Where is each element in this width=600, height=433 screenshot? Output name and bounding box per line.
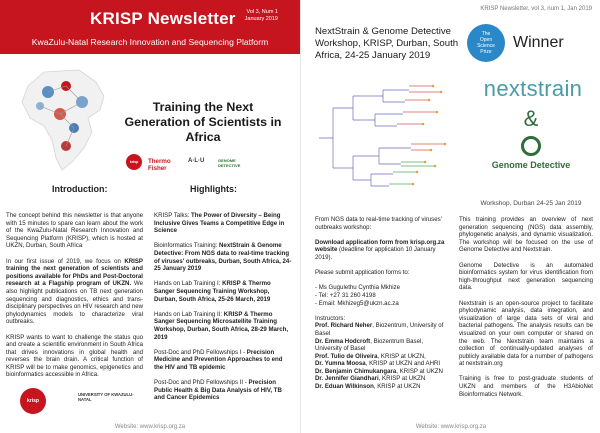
open-science-prize-graphic [463,14,599,212]
description-paragraph-2: Genome Detective is an automated bioinformatics system for virus identification from high-throughput next generation sequencing data. [459,261,593,292]
intro-p2-end: We also highlight publications on TB next generation sequencing and diagnostics, ethics and trans-disciplinary perspectives on HIV research and new phylodynamics models to characterize viral outbreaks. [6,280,143,326]
thermo-logo: Thermo Fisher [148,158,171,172]
highlight-item [154,212,292,235]
intro-heading: Introduction: [52,184,108,194]
highlight-bold: The Power of Diversity – Being Inclusive Gives Teams a Competitive Edge in Science [154,212,285,235]
description-paragraph-3: Nextstrain is an open-source project to facilitate phylodynamic analysis, data integration, and visualization of large data sets of viral and bacterial pathogens. The analysis results can be visualized on your own computer or shared on the web. The Nextstrain team maintains a collection of continually-updated analyses of publicly available data for a number of pathogens at nextstrain.org [459,299,593,368]
instructor-name: Prof. Tulio de Oliveira [315,352,378,360]
running-header: KRISP Newsletter, vol 3, num 1, Jan 2019 [480,6,592,12]
left-footer-website[interactable]: Website: www.krisp.org.za [114,424,186,430]
prize-badge [467,24,505,62]
instructor-item [315,338,451,353]
highlight-item [154,349,292,372]
instructor-affiliation: , Biozentrum, University of Basel [315,322,444,337]
instructor-affiliation: , Biozentrum Basel, University of Basel [315,337,424,353]
highlight-lead: Post-Doc and PhD Fellowships I - [154,348,247,356]
genome-detective-logo-icon [521,136,541,156]
description-column [459,216,593,406]
instructor-item [315,360,451,368]
instructor-item [315,383,451,391]
highlight-item [154,280,292,303]
intro-paragraph-1: The concept behind this newsletter is that anyone with 15 minutes to spare can learn about the work of the KwaZulu-Natal Research Innovation and Sequencing Platform (KRISP), which is hosted at UKZN, Durban, South Africa [6,212,143,250]
instructor-affiliation: , KRISP at UKZN and AHRI [365,360,441,368]
highlight-lead: Hands on Lab Training II: [154,310,224,318]
alu-logo: A·L·U [188,158,205,164]
application-deadline: (deadline for application 10 January 2019). [315,246,436,261]
workshop-title: NextStrain & Genome Detective Workshop, KRISP, Durban, South Africa, 24-25 January 2019 [315,26,459,61]
instructor-item [315,353,451,361]
badge-line: The [481,31,491,37]
highlight-lead: Hands on Lab Training I: [154,280,223,288]
partner-logos [126,154,296,176]
hero-section [0,62,300,180]
krisp-logo: krisp [126,154,142,170]
instructor-name: Dr. Yumna Moosa [315,360,366,368]
badge-line: Open [479,37,493,43]
instructor-affiliation: , KRISP at UKZN [396,367,443,375]
instructor-name: Dr. Emma Hodcroft [315,337,371,345]
badge-line: Science [477,43,495,49]
intro-p2-bold: KRISP training the next generation of scientists and positions available for PhDs and Post-Doctoral research at a Flagship program of UKZN. [6,257,143,288]
description-paragraph-4: Training is free to post-graduate students of UKZN and members of the H3AbioNet Bioinformatics Network. [459,375,593,398]
highlight-bold: NextStrain & Genome Detective: From NGS data to real-time tracking of viruses' outbreaks, Durban, South Africa, 24-25 January 2019 [154,242,292,273]
instructor-affiliation: , KRISP at UKZN [378,375,426,383]
application-note [315,239,451,262]
genome-detective-logo: GENOME DETECTIVE [218,158,241,168]
instructor-item [315,375,451,383]
highlight-item [154,242,292,272]
instructor-name: Prof. Richard Neher [315,322,373,330]
application-column [315,216,451,391]
highlight-lead: KRISP Talks: [154,212,192,219]
genome-detective-wordmark: Genome Detective [491,160,571,170]
volume-info [245,9,278,23]
ukzn-footer-logo: UNIVERSITY OF KWAZULU-NATAL [78,392,134,402]
highlight-bold: Precision Public Health & Big Data Analysis of HIV, TB and Cancer Epidemics [154,379,282,402]
phylogenetic-tree-graphic [313,78,463,198]
instructors-label: Instructors: [315,314,346,322]
instructor-item [315,322,451,337]
contact-email[interactable]: - Email: Mkhizeg5@ukzn.ac.za [315,299,399,307]
instructor-affiliation: , KRISP at UKZN [373,383,421,391]
instructor-name: Dr. Benjamin Chimukangara [315,367,397,375]
application-link[interactable]: Download application form from krisp.org.za website [315,238,445,254]
newsletter-right-page [300,0,600,433]
workshop-intro: From NGS data to real-time tracking of viruses' outbreaks workshop: [315,216,442,231]
highlight-bold: KRISP & Thermo Sanger Sequencing Training Workshop, Durban, South Africa, 25-26 March, 2019 [154,280,271,303]
description-paragraph-1: This training provides an overview of next generation sequencing (NGS) data assembly, phylogenetic analysis, and dynamic visualization. The workshop will be focused on the use of Genome Detective and Nextstrain. [459,216,593,254]
nextstrain-wordmark: nextstrain [483,76,583,101]
right-footer-website[interactable]: Website: www.krisp.org.za [415,424,487,430]
highlight-item [154,379,292,402]
highlight-bold: Precision Medicine and Prevention Approaches to end the HIV and TB epidemic [154,348,283,371]
krisp-footer-logo: krisp [20,388,46,414]
badge-line: Prize [480,49,492,55]
highlight-bold: KRISP & Thermo Sanger Sequencing Microsatellite Training Workshop, Durban, South Africa, 28-29 March, 2019 [154,310,289,341]
contact-phone: - Tel: +27 31 260 4198 [315,291,376,299]
submit-note: Please submit application forms to: [315,269,410,277]
instructor-name: Dr. Eduan Wilkinson [315,383,374,391]
highlights-heading: Highlights: [190,184,237,194]
highlight-lead: Bioinformatics Training: [154,242,220,250]
newsletter-title: KRISP Newsletter [90,9,236,28]
workshop-caption: Workshop, Durban 24-25 Jan 2019 [480,200,582,207]
intro-paragraph-3: KRISP wants to want to challenge the status quo and create a scientific environment in South Africa that drives innovations in global health and reverses the brain drain. A critical function of KRISP will be to make genomics, epigenetics and bioinformatics accessible in Africa. [6,333,143,379]
intro-paragraph-2 [6,258,143,326]
africa-map-graphic [4,62,129,180]
prize-winner: Winner [513,34,564,51]
highlights-column [154,212,292,409]
instructor-affiliation: , KRISP at UKZN, [377,352,426,360]
ampersand: & [523,106,539,131]
volume-number: Vol 3, Num 1 [246,9,278,15]
instructor-name: Dr. Jennifer Giandhari [315,375,379,383]
newsletter-banner [0,0,300,54]
highlight-item [154,311,292,341]
intro-p2-start: In our first issue of 2019, we focus on [6,257,125,265]
volume-date: January 2019 [244,16,278,22]
newsletter-subtitle: KwaZulu-Natal Research Innovation and Sequencing Platform [31,37,269,47]
contact-name: - Ms Gugulethu Cynthia Mkhize [315,284,401,292]
instructor-item [315,368,451,376]
footer-logos [6,386,146,418]
intro-column [6,212,143,387]
highlight-lead: Post-Doc and PhD Fellowships II - [154,379,249,387]
hero-title: Training the Next Generation of Scientists in Africa [124,100,282,144]
